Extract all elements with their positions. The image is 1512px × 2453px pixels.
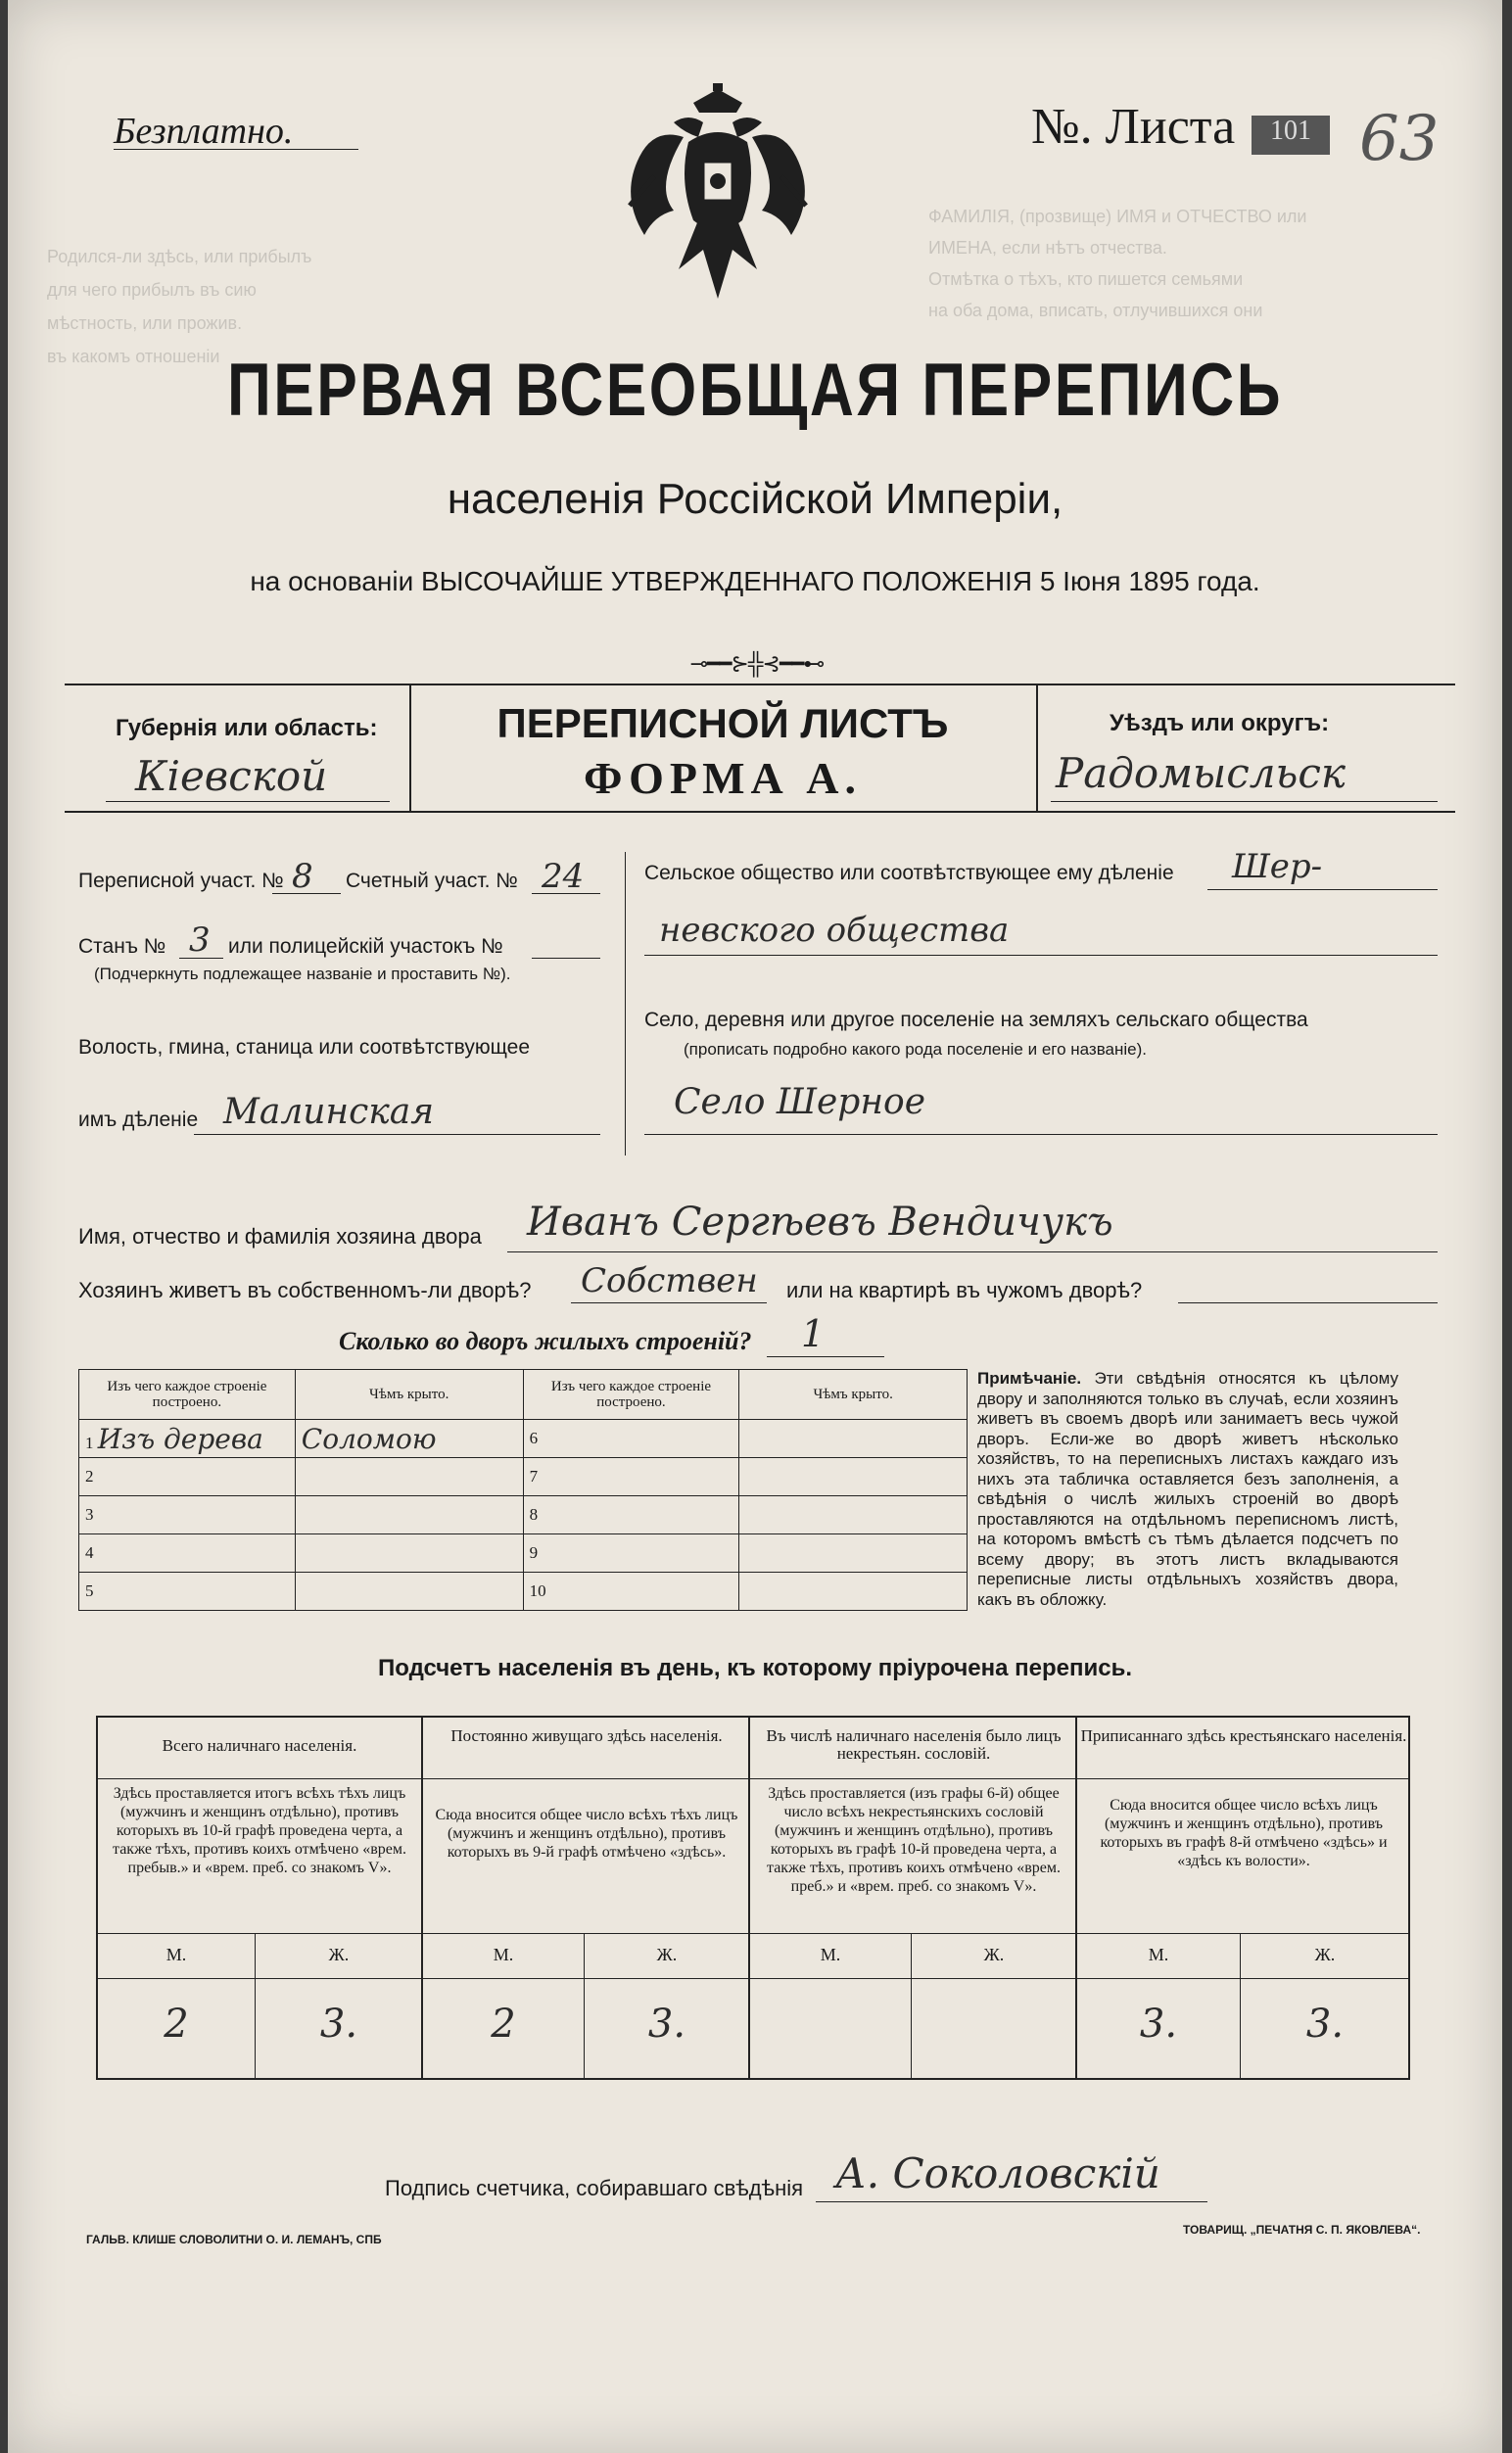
total-peasant-header: Приписаннаго здѣсь крестьянскаго населенія. [1080, 1726, 1407, 1745]
free-label: Безплатно. [114, 111, 294, 152]
buildings-value[interactable]: 1 [801, 1312, 826, 1355]
census-sheet [8, 0, 1502, 2453]
society-value-1[interactable]: Шер- [1232, 847, 1323, 886]
table-row: 3 8 [79, 1496, 968, 1534]
volost-label: Волость, гмина, станица или соотвѣтствующее [78, 1036, 530, 1059]
footnote-text: Эти свѣдѣнія относятся къ цѣлому двору и заполняются только въ случаѣ, если хозяинъ живетъ въ своемъ дворѣ или занимаетъ весь чужой дворъ. Если-же во дворѣ живетъ нѣсколько хозяйствъ, то на переписныхъ листахъ каждаго изъ нихъ эта табличка оставляется безъ заполненія, а свѣдѣнія о числѣ жилыхъ строеній во дворѣ проставляются на отдѣльномъ переписномъ листѣ, на которомъ вмѣстѣ съ тѣмъ дѣлается подсчетъ по всему двору; въ этотъ листъ вкладываются переписные листы отдѣльныхъ хозяйствъ двора, какъ въ обложку. [977, 1369, 1398, 1609]
apartment-label: или на квартирѣ въ чужомъ дворѣ? [786, 1278, 1143, 1302]
total-present-female[interactable]: 3. [319, 2002, 358, 2047]
district-label: Уѣздъ или округъ: [1110, 710, 1330, 736]
village-label: Село, деревня или другое поселеніе на земляхъ сельскаго общества [644, 1009, 1308, 1031]
totals-table [96, 1716, 1410, 2080]
male-label: М. [1148, 1945, 1169, 1964]
volost-label-2: имъ дѣленіе [78, 1109, 199, 1131]
printer-left: ГАЛЬВ. КЛИШЕ СЛОВОЛИТНИ О. И. ЛЕМАНЪ, СПБ [86, 2233, 382, 2246]
roof-value[interactable]: Соломою [301, 1422, 437, 1455]
form-title: ПЕРЕПИСНОЙ ЛИСТЪ [496, 700, 949, 746]
col-material-header: Изъ чего каждое строеніе построено. [79, 1370, 296, 1420]
total-present-header: Всего наличнаго населенія. [162, 1736, 357, 1755]
owner-label: Имя, отчество и фамилія хозяина двора [78, 1224, 482, 1249]
form-subtitle: ФОРМА А. [584, 753, 862, 803]
signature-label: Подпись счетчика, собиравшаго свѣдѣнія [385, 2176, 804, 2200]
village-note: (прописать подробно какого рода поселеніе и его названіе). [684, 1040, 1148, 1059]
owner-value[interactable]: Иванъ Сергѣевъ Вендичукъ [527, 1200, 1113, 1245]
province-value[interactable]: Кіевской [135, 752, 328, 800]
stan-value[interactable]: 3 [189, 920, 211, 960]
total-present-male[interactable]: 2 [164, 2002, 189, 2047]
table-row: 4 9 [79, 1534, 968, 1573]
printer-right: ТОВАРИЩ. „ПЕЧАТНЯ С. П. ЯКОВЛЕВА“. [1183, 2223, 1421, 2237]
female-label: Ж. [983, 1945, 1005, 1964]
own-yard-value[interactable]: Собствен [581, 1261, 758, 1300]
police-label: или полицейскій участокъ № [228, 935, 503, 958]
col-roof-header: Чѣмъ крыто. [295, 1370, 523, 1420]
totals-title: Подсчетъ населенія въ день, къ которому пріурочена перепись. [378, 1655, 1132, 1681]
total-noncrest-header: Въ числѣ наличнаго населенія было лицъ некрестьян. сословій. [766, 1726, 1062, 1763]
province-label: Губернія или область: [116, 715, 378, 741]
underline-note: (Подчеркнуть подлежащее названіе и проставить №). [94, 965, 511, 983]
total-permanent-desc: Сюда вносится общее число всѣхъ тѣхъ лицъ (мужчинъ и женщинъ отдѣльно), противъ которыхъ въ 9-й графѣ отмѣчено «здѣсь». [435, 1807, 738, 1861]
census-section-value[interactable]: 8 [292, 857, 313, 896]
material-value[interactable]: Изъ дерева [97, 1422, 263, 1455]
buildings-table [78, 1369, 968, 1611]
table-row: 5 10 [79, 1573, 968, 1611]
table-row: 2 7 [79, 1458, 968, 1496]
page-title: ПЕРВАЯ ВСЕОБЩАЯ ПЕРЕПИСЬ [227, 349, 1283, 432]
buildings-label: Сколько во дворъ жилыхъ строеній? [339, 1327, 752, 1355]
female-label: Ж. [656, 1945, 678, 1964]
bleed-through-text-left: Родился-ли здѣсь, или прибылъ для чего прибылъ въ сию мѣстность, или прожив. въ какомъ отношеніи [47, 247, 312, 366]
footnote [977, 1369, 1398, 1610]
total-permanent-male[interactable]: 2 [491, 2002, 516, 2047]
total-peasant-male[interactable]: 3. [1139, 2002, 1178, 2047]
ornament-divider: ⊸━━⊱╬⊰━━⊷ [689, 651, 825, 676]
volost-value[interactable]: Малинская [223, 1092, 435, 1132]
sheet-number-value: 101 [1252, 116, 1330, 155]
page-subtitle: населенія Россійской Имперіи, [447, 475, 1063, 523]
legal-basis: на основаніи ВЫСОЧАЙШЕ УТВЕРЖДЕННАГО ПОЛОЖЕНІЯ 5 Іюня 1895 года. [250, 566, 1260, 596]
male-label: М. [165, 1945, 187, 1964]
total-noncrest-desc: Здѣсь проставляется (изъ графы 6-й) общее число всѣхъ некрестьянскихъ сословій (мужчинъ и женщинъ отдѣльно), противъ которыхъ въ графѣ 10-й проведена черта, а также тѣхъ, противъ коихъ отмѣчено «врем. преб.» и «врем. преб. со знакомъ V». [767, 1785, 1061, 1895]
total-present-desc: Здѣсь проставляется итогъ всѣхъ тѣхъ лицъ (мужчинъ и женщинъ отдѣльно), противъ которыхъ въ 10-й графѣ проведена черта, а также тѣхъ, противъ коихъ отмѣчено «врем. пребыв.» и «врем. преб. со знакомъ V». [113, 1785, 406, 1876]
sheet-number-label: №. Листа [1031, 99, 1236, 155]
society-label: Сельское общество или соотвѣтствующее ему дѣленіе [644, 862, 1174, 884]
male-label: М. [493, 1945, 514, 1964]
col-roof-header-2: Чѣмъ крыто. [739, 1370, 968, 1420]
footnote-title: Примѣчаніе. [977, 1369, 1082, 1388]
archive-number: 63 [1359, 103, 1440, 175]
imperial-eagle-emblem [615, 83, 821, 328]
count-section-value[interactable]: 24 [542, 857, 585, 896]
signature-value[interactable]: А. Соколовскій [835, 2149, 1160, 2197]
stan-label: Станъ № [78, 935, 166, 958]
village-value[interactable]: Село Шерное [674, 1082, 926, 1122]
total-permanent-header: Постоянно живущаго здѣсь населенія. [450, 1726, 723, 1745]
total-permanent-female[interactable]: 3. [647, 2002, 686, 2047]
col-material-header-2: Изъ чего каждое строеніе построено. [523, 1370, 739, 1420]
total-peasant-female[interactable]: 3. [1305, 2002, 1345, 2047]
table-row: 1 Изъ дерева Соломою 6 [79, 1420, 968, 1458]
female-label: Ж. [328, 1945, 350, 1964]
own-yard-label: Хозяинъ живетъ въ собственномъ-ли дворѣ? [78, 1278, 532, 1302]
male-label: М. [820, 1945, 841, 1964]
census-section-label: Переписной участ. № [78, 870, 284, 892]
bleed-through-text: ФАМИЛІЯ, (прозвище) ИМЯ и ОТЧЕСТВО или ИМЕНА, если нѣтъ отчества. Отмѣтка о тѣхъ, кто пишется семьями на оба дома, вписать, отлучившихся они [928, 207, 1307, 320]
district-value[interactable]: Радомысльск [1056, 749, 1346, 797]
society-value-2[interactable]: невского общества [659, 911, 1010, 950]
female-label: Ж. [1314, 1945, 1336, 1964]
total-peasant-desc: Сюда вносится общее число всѣхъ лицъ (мужчинъ и женщинъ отдѣльно), противъ которыхъ въ графѣ 8-й отмѣчено «здѣсь» и «здѣсь къ волости». [1100, 1797, 1388, 1869]
count-section-label: Счетный участ. № [346, 870, 518, 892]
